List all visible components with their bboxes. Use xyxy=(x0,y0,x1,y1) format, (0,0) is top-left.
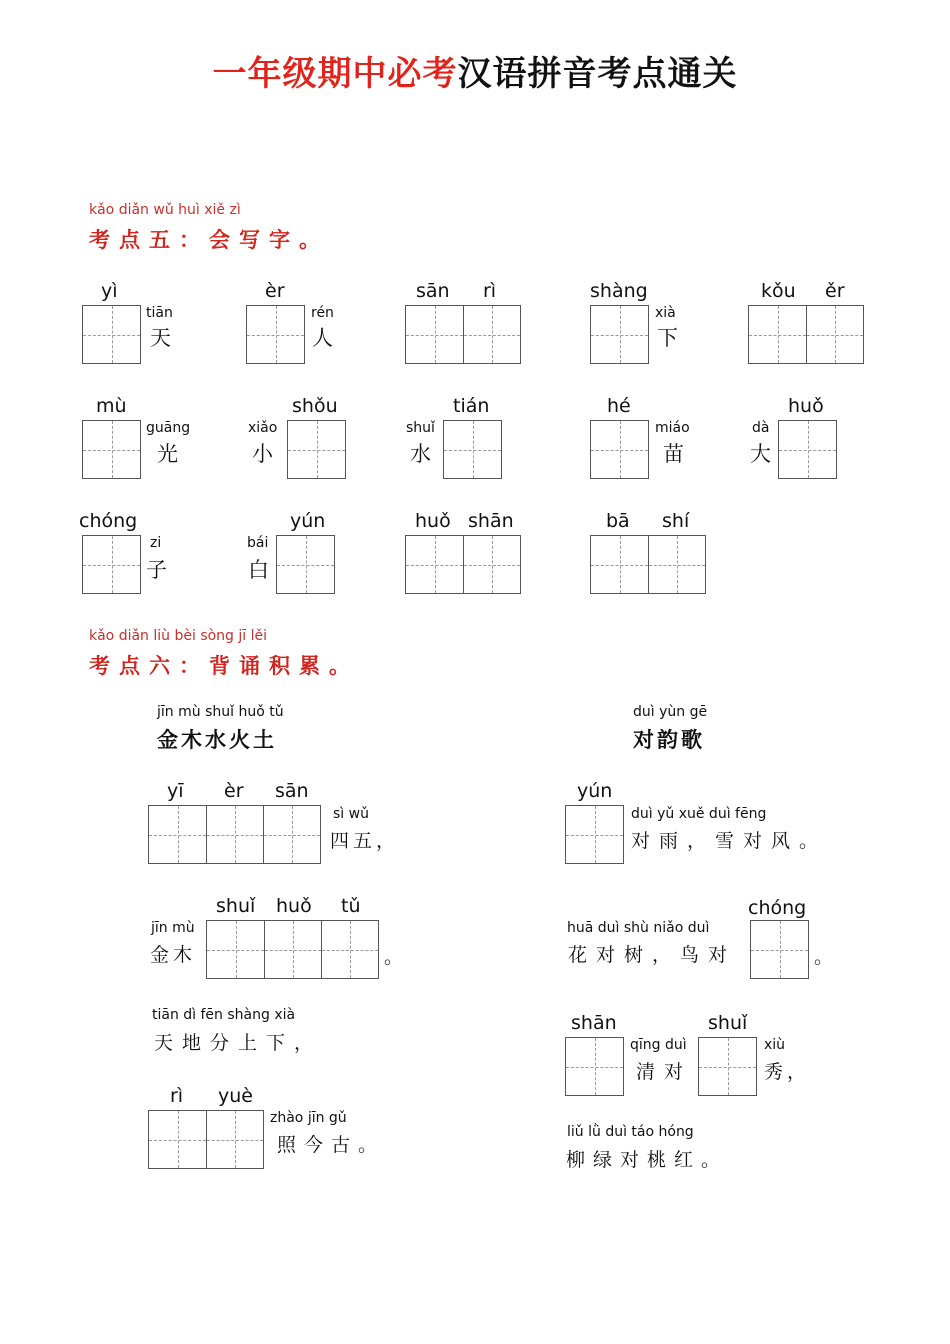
pinyin: yún xyxy=(290,510,326,532)
section6-heading: 考点六：背诵积累。 xyxy=(89,654,359,678)
poem-text: 四五， xyxy=(330,830,400,852)
pinyin: sān xyxy=(416,280,450,302)
writing-grid[interactable] xyxy=(287,420,346,479)
hanzi: 子 xyxy=(146,558,167,582)
poem-text: 金木 xyxy=(150,944,197,966)
small-pinyin: zhào jīn gǔ xyxy=(270,1110,347,1126)
writing-grid[interactable] xyxy=(246,305,305,364)
small-pinyin: xià xyxy=(655,305,676,321)
pinyin: tǔ xyxy=(341,895,361,917)
writing-grid[interactable] xyxy=(565,1037,624,1096)
pinyin: shuǐ xyxy=(708,1012,748,1034)
writing-grid[interactable] xyxy=(82,420,141,479)
pinyin: shān xyxy=(468,510,514,532)
small-pinyin: jīn mù xyxy=(151,920,195,936)
writing-grid[interactable] xyxy=(82,305,141,364)
pinyin: huǒ xyxy=(276,895,312,917)
hanzi: 水 xyxy=(410,442,431,466)
pinyin: shuǐ xyxy=(216,895,256,917)
poem-text: 清对 xyxy=(636,1061,693,1083)
poem-text: 。 xyxy=(814,946,838,968)
hanzi: 白 xyxy=(248,558,269,582)
small-pinyin: tiān xyxy=(146,305,173,321)
pinyin: shàng xyxy=(590,280,648,302)
writing-grid[interactable] xyxy=(590,305,649,364)
small-pinyin: sì wǔ xyxy=(333,806,369,822)
writing-grid[interactable] xyxy=(148,1110,264,1169)
pinyin: chóng xyxy=(79,510,138,532)
title-black: 汉语拼音考点通关 xyxy=(457,54,738,94)
poem2-title: 对韵歌 xyxy=(633,728,705,752)
writing-grid[interactable] xyxy=(778,420,837,479)
pinyin: mù xyxy=(96,395,127,417)
small-pinyin: zi xyxy=(150,535,162,551)
small-pinyin: miáo xyxy=(655,420,690,436)
small-pinyin: bái xyxy=(247,535,269,551)
hanzi: 光 xyxy=(157,442,178,466)
poem2-title-pinyin: duì yùn gē xyxy=(633,704,708,720)
pinyin: chóng xyxy=(748,897,807,919)
pinyin: yī xyxy=(167,780,184,802)
small-pinyin: guāng xyxy=(146,420,191,436)
pinyin: tián xyxy=(453,395,490,417)
pinyin: huǒ xyxy=(415,510,451,532)
pinyin: èr xyxy=(224,780,244,802)
poem-text: 秀， xyxy=(764,1061,811,1083)
pinyin: yún xyxy=(577,780,613,802)
hanzi: 天 xyxy=(150,326,171,350)
pinyin: kǒu xyxy=(761,280,796,302)
pinyin: èr xyxy=(265,280,285,302)
title-red: 一年级期中必考 xyxy=(212,54,458,94)
pinyin: huǒ xyxy=(788,395,824,417)
writing-grid[interactable] xyxy=(590,535,706,594)
hanzi: 小 xyxy=(252,442,273,466)
section5-heading: 考点五：会写字。 xyxy=(89,228,329,252)
writing-grid[interactable] xyxy=(443,420,502,479)
small-pinyin: tiān dì fēn shàng xià xyxy=(152,1007,296,1023)
poem-text: 照今古。 xyxy=(277,1134,386,1156)
small-pinyin: xiǎo xyxy=(248,420,278,436)
pinyin: bā xyxy=(606,510,630,532)
small-pinyin: huā duì shù niǎo duì xyxy=(567,920,710,936)
writing-grid[interactable] xyxy=(405,535,521,594)
pinyin: ěr xyxy=(825,280,845,302)
poem-text: 对雨，雪对风。 xyxy=(631,830,828,852)
page-title xyxy=(0,46,950,95)
poem-text: 天地分上下， xyxy=(154,1032,323,1054)
pinyin: shǒu xyxy=(292,395,338,417)
small-pinyin: liǔ lǜ duì táo hóng xyxy=(567,1124,694,1140)
writing-grid[interactable] xyxy=(590,420,649,479)
hanzi: 下 xyxy=(657,326,678,350)
section6-pinyin: kǎo diǎn liù bèi sòng jī lěi xyxy=(89,628,268,644)
pinyin: shān xyxy=(571,1012,617,1034)
poem1-title-pinyin: jīn mù shuǐ huǒ tǔ xyxy=(157,704,284,720)
pinyin: shí xyxy=(662,510,690,532)
small-pinyin: dà xyxy=(752,420,770,436)
writing-grid[interactable] xyxy=(565,805,624,864)
small-pinyin: shuǐ xyxy=(406,420,435,436)
small-pinyin: duì yǔ xuě duì fēng xyxy=(631,806,767,822)
writing-grid[interactable] xyxy=(206,920,379,979)
writing-grid[interactable] xyxy=(276,535,335,594)
writing-grid[interactable] xyxy=(748,305,864,364)
writing-grid[interactable] xyxy=(82,535,141,594)
pinyin: yì xyxy=(101,280,118,302)
section5-pinyin: kǎo diǎn wǔ huì xiě zì xyxy=(89,202,241,218)
poem-text: 。 xyxy=(384,946,408,968)
poem1-title: 金木水火土 xyxy=(157,728,277,752)
poem-text: 花对树，鸟对 xyxy=(568,944,737,966)
writing-grid[interactable] xyxy=(750,920,809,979)
pinyin: rì xyxy=(483,280,497,302)
writing-grid[interactable] xyxy=(148,805,321,864)
hanzi: 大 xyxy=(750,442,771,466)
pinyin: hé xyxy=(607,395,631,417)
pinyin: yuè xyxy=(218,1085,253,1107)
writing-grid[interactable] xyxy=(405,305,521,364)
pinyin: rì xyxy=(170,1085,184,1107)
writing-grid[interactable] xyxy=(698,1037,757,1096)
hanzi: 人 xyxy=(312,326,333,350)
pinyin: sān xyxy=(275,780,309,802)
poem-text: 柳绿对桃红。 xyxy=(566,1149,729,1171)
hanzi: 苗 xyxy=(663,442,684,466)
small-pinyin: qīng duì xyxy=(630,1037,687,1053)
small-pinyin: rén xyxy=(311,305,334,321)
small-pinyin: xiù xyxy=(764,1037,786,1053)
